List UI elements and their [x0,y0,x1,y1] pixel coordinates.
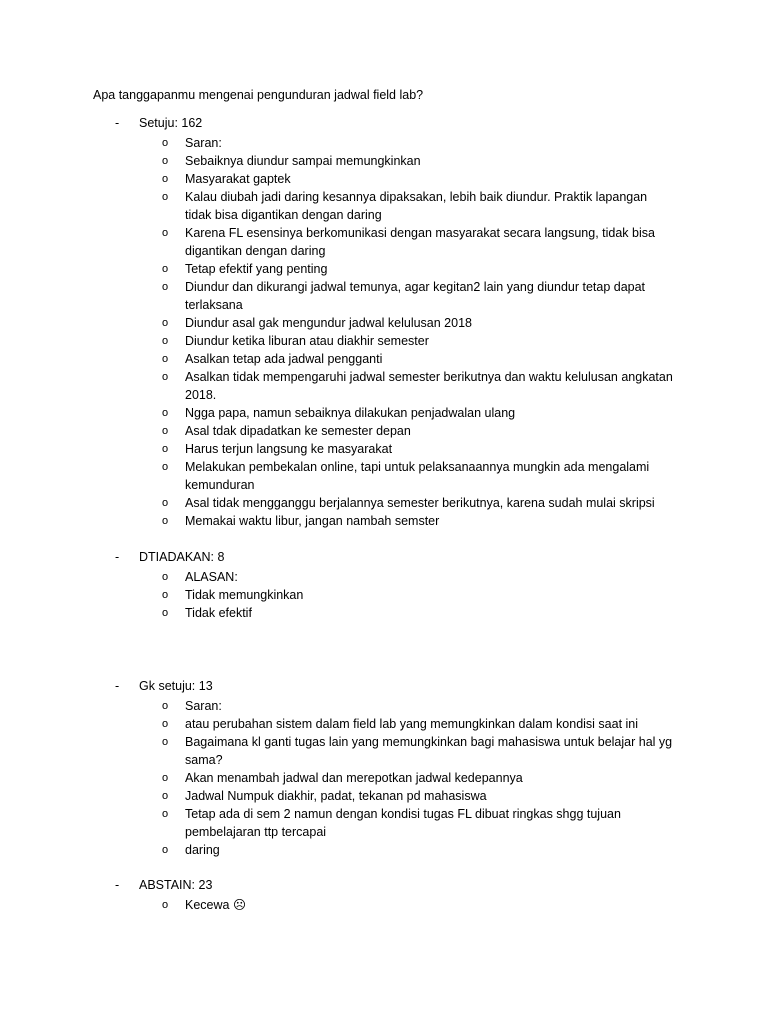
circle-bullet-icon: o [162,407,169,419]
list-item [0,404,675,422]
list-item-text: Asal tidak mengganggu berjalannya semester berikutnya, karena sudah mulai skripsi [185,496,655,510]
list-item [0,733,675,769]
list-item-text: Masyarakat gaptek [185,172,291,186]
list-item [0,805,675,841]
section-gk-setuju [0,679,768,859]
list-item-text: ALASAN: [185,570,238,584]
list-item [0,350,675,368]
list-item [0,896,675,914]
circle-bullet-icon: o [162,844,169,856]
section-ditiadakan [0,550,768,622]
circle-bullet-icon: o [162,173,169,185]
list-item-text: daring [185,843,220,857]
circle-bullet-icon: o [162,700,169,712]
list-item-text: Memakai waktu libur, jangan nambah semster [185,514,440,528]
list-item-text: Diundur asal gak mengundur jadwal kelulusan 2018 [185,316,472,330]
list-item-text: Tidak memungkinkan [185,588,304,602]
circle-bullet-icon: o [162,263,169,275]
list-item-text: Akan menambah jadwal dan merepotkan jadwal kedepannya [185,771,523,785]
dash-marker: - [115,679,120,693]
list-item-text: Kalau diubah jadi daring kesannya dipaksakan, lebih baik diundur. Praktik lapangan tidak bisa digantikan dengan daring [185,190,648,222]
list-item [0,332,675,350]
dash-marker: - [115,878,120,892]
list-item-text: Tetap efektif yang penting [185,262,328,276]
list-item-text: Bagaimana kl ganti tugas lain yang memungkinkan bagi mahasiswa untuk belajar hal yg sama? [185,735,673,767]
circle-bullet-icon: o [162,772,169,784]
list-item-text: Sebaiknya diundur sampai memungkinkan [185,154,421,168]
list-item [0,188,675,224]
list-item [0,715,675,733]
circle-bullet-icon: o [162,335,169,347]
list-item [0,604,675,622]
list-item-text: Asal tdak dipadatkan ke semester depan [185,424,411,438]
list-item-text: Harus terjun langsung ke masyarakat [185,442,393,456]
circle-bullet-icon: o [162,718,169,730]
circle-bullet-icon: o [162,191,169,203]
list-item [0,260,675,278]
list-item-text: Diundur dan dikurangi jadwal temunya, agar kegitan2 lain yang diundur tetap dapat terlaksana [185,280,646,312]
section-header [0,116,768,134]
list-item [0,368,675,404]
circle-bullet-icon: o [162,371,169,383]
circle-bullet-icon: o [162,281,169,293]
circle-bullet-icon: o [162,515,169,527]
circle-bullet-icon: o [162,589,169,601]
circle-bullet-icon: o [162,607,169,619]
circle-bullet-icon: o [162,353,169,365]
list-item [0,440,675,458]
circle-bullet-icon: o [162,227,169,239]
section-title: ABSTAIN: 23 [139,878,213,892]
circle-bullet-icon: o [162,425,169,437]
dash-marker: - [115,550,120,564]
section-header [0,878,768,896]
dash-marker: - [115,116,120,130]
circle-bullet-icon: o [162,736,169,748]
list-item-text: Jadwal Numpuk diakhir, padat, tekanan pd mahasiswa [185,789,487,803]
section-title: DTIADAKAN: 8 [139,550,225,564]
list-item-text: Karena FL esensinya berkomunikasi dengan masyarakat secara langsung, tidak bisa digantikan dengan daring [185,226,655,258]
list-item [0,512,675,530]
list-item-text: Tetap ada di sem 2 namun dengan kondisi tugas FL dibuat ringkas shgg tujuan pembelajaran ttp tercapai [185,807,621,839]
list-item [0,278,675,314]
circle-bullet-icon: o [162,317,169,329]
list-item-text: Melakukan pembekalan online, tapi untuk pelaksanaannya mungkin ada mengalami kemunduran [185,460,650,492]
list-item [0,787,675,805]
list-item [0,769,675,787]
section-header [0,679,768,697]
circle-bullet-icon: o [162,571,169,583]
list-item-text: Asalkan tetap ada jadwal pengganti [185,352,383,366]
section-header [0,550,768,568]
section-setuju [0,116,768,530]
list-item [0,568,675,586]
list-item-text: atau perubahan sistem dalam field lab yang memungkinkan dalam kondisi saat ini [185,717,639,731]
circle-bullet-icon: o [162,155,169,167]
list-item [0,134,675,152]
list-item-text: Ngga papa, namun sebaiknya dilakukan penjadwalan ulang [185,406,516,420]
list-item [0,314,675,332]
list-item-text: Saran: [185,699,222,713]
list-item-text: Kecewa ☹ [185,898,246,912]
list-item-text: Saran: [185,136,222,150]
list-item [0,841,675,859]
list-item-text: Tidak efektif [185,606,252,620]
section-title: Gk setuju: 13 [139,679,213,693]
circle-bullet-icon: o [162,808,169,820]
list-item [0,422,675,440]
list-item [0,224,675,260]
list-item [0,152,675,170]
circle-bullet-icon: o [162,461,169,473]
circle-bullet-icon: o [162,137,169,149]
section-abstain [0,878,768,914]
list-item-text: Diundur ketika liburan atau diakhir semester [185,334,429,348]
list-item [0,458,675,494]
list-item [0,170,675,188]
list-item [0,586,675,604]
circle-bullet-icon: o [162,443,169,455]
question-heading: Apa tanggapanmu mengenai pengunduran jadwal field lab? [93,88,424,102]
circle-bullet-icon: o [162,790,169,802]
circle-bullet-icon: o [162,497,169,509]
list-item [0,494,675,512]
list-item [0,697,675,715]
section-title: Setuju: 162 [139,116,203,130]
circle-bullet-icon: o [162,899,169,911]
list-item-text: Asalkan tidak mempengaruhi jadwal semester berikutnya dan waktu kelulusan angkatan 2018. [185,370,673,402]
